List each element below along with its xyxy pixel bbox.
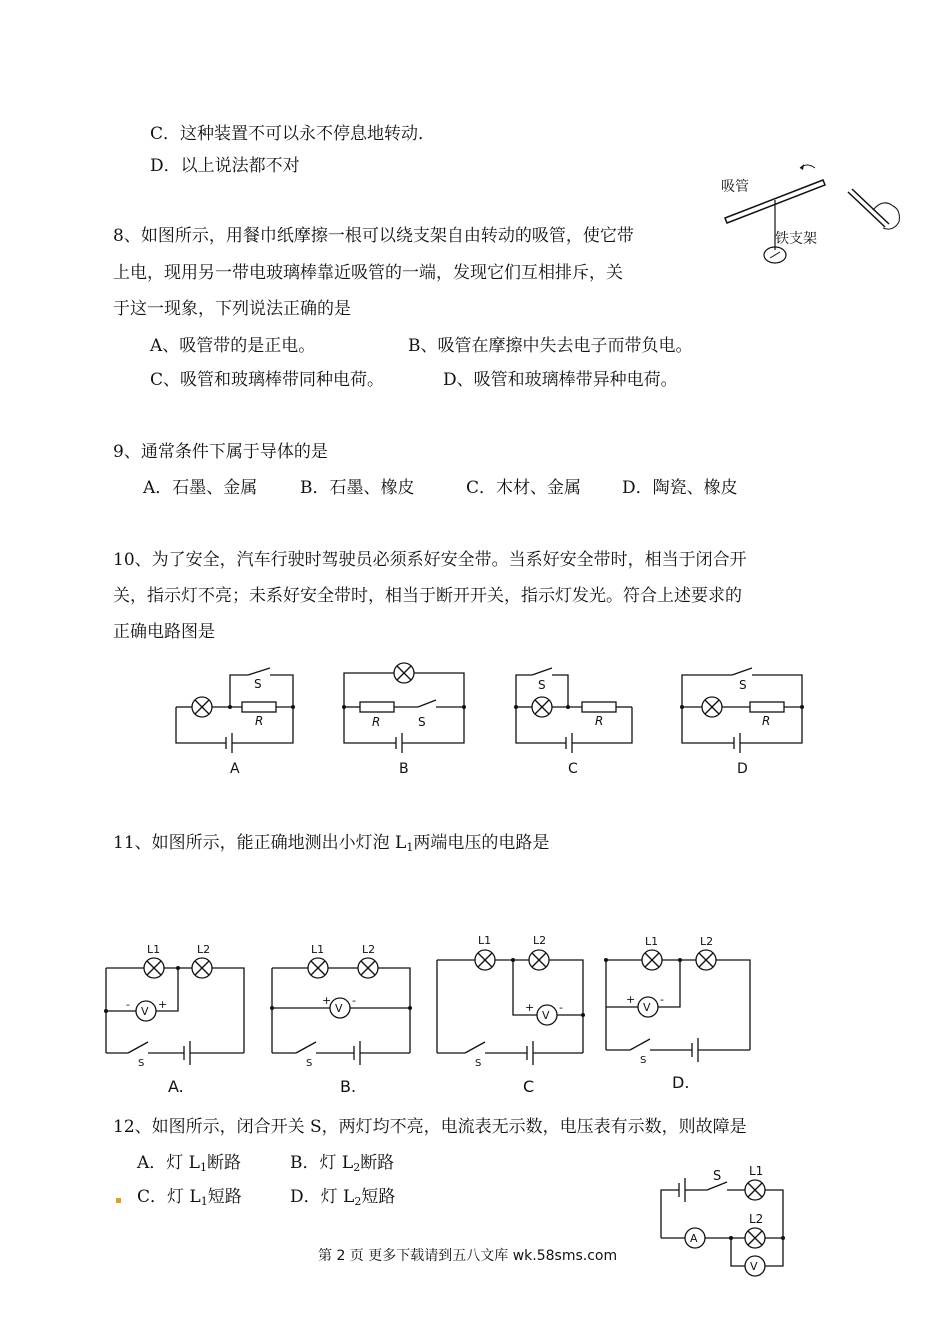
q11d-minus: - bbox=[660, 993, 664, 1006]
q12-fig-voltmeter: V bbox=[750, 1260, 758, 1273]
q8-stem-line3: 于这一现象，下列说法正确的是 bbox=[113, 299, 351, 319]
q11d-volt-label: V bbox=[643, 1001, 651, 1014]
q10a-resistor-label: R bbox=[255, 714, 264, 728]
q7-option-c: C．这种装置不可以永不停息地转动． bbox=[150, 124, 436, 144]
q11c-plus: + bbox=[525, 1001, 535, 1014]
q12-fig-ammeter: A bbox=[690, 1232, 698, 1245]
q9-stem: 9、通常条件下属于导体的是 bbox=[113, 442, 328, 462]
q10-stem-line1: 10、为了安全，汽车行驶时驾驶员必须系好安全带。当系好安全带时，相当于闭合开 bbox=[113, 550, 747, 570]
q12-fig-l1: L1 bbox=[749, 1164, 764, 1178]
q12-option-b-pre: B．灯 L bbox=[290, 1153, 354, 1173]
q9-option-a: A．石墨、金属 bbox=[143, 478, 258, 498]
q11c-label: C bbox=[523, 1077, 535, 1096]
q12-option-d-post: 短路 bbox=[361, 1187, 396, 1207]
q11d-l2-label: L2 bbox=[700, 935, 714, 948]
q11a-volt-label: V bbox=[141, 1005, 149, 1018]
q10b-switch-label: S bbox=[418, 715, 426, 729]
q12-option-d bbox=[290, 1185, 395, 1209]
q12-option-a-sub: 1 bbox=[199, 1161, 207, 1174]
q12-option-b bbox=[290, 1151, 394, 1175]
q12-option-d-pre: D．灯 L bbox=[290, 1187, 355, 1207]
q9-option-b: B．石墨、橡皮 bbox=[300, 478, 415, 498]
q11d-l1-label: L1 bbox=[645, 935, 659, 948]
q8-label-straw: 吸管 bbox=[721, 179, 749, 195]
q11d-label: D. bbox=[672, 1073, 690, 1092]
bullet-marker bbox=[116, 1198, 121, 1203]
q11-stem-sub: 1 bbox=[406, 841, 414, 854]
q11a-l1-label: L1 bbox=[147, 943, 161, 956]
q8-figure-straw bbox=[715, 160, 905, 270]
q11a-minus: - bbox=[126, 998, 130, 1011]
q12-figure-circuit bbox=[655, 1160, 795, 1280]
q12-option-a-post: 断路 bbox=[206, 1153, 241, 1173]
q11b-l2-label: L2 bbox=[362, 943, 376, 956]
q11d-plus: + bbox=[626, 993, 636, 1006]
q10d-switch-label: S bbox=[739, 678, 747, 692]
q11b-label: B. bbox=[340, 1077, 357, 1096]
q11a-switch-label: S bbox=[138, 1058, 145, 1069]
q11d-switch-label: S bbox=[640, 1055, 647, 1066]
q10d-label: D bbox=[737, 761, 748, 777]
q12-option-b-post: 断路 bbox=[360, 1153, 395, 1173]
q7-option-d: D．以上说法都不对 bbox=[150, 156, 300, 176]
q8-option-d: D、吸管和玻璃棒带异种电荷。 bbox=[443, 370, 678, 390]
q12-fig-switch: S bbox=[713, 1169, 722, 1184]
q12-option-c-post: 短路 bbox=[207, 1187, 242, 1207]
q11c-l1-label: L1 bbox=[478, 934, 492, 947]
q11c-l2-label: L2 bbox=[533, 934, 547, 947]
q11-stem bbox=[113, 831, 549, 855]
q12-option-a bbox=[137, 1151, 241, 1175]
q10c-label: C bbox=[568, 761, 578, 777]
q11b-l1-label: L1 bbox=[311, 943, 325, 956]
q11c-minus: - bbox=[559, 1001, 563, 1014]
q12-option-c-pre: C．灯 L bbox=[137, 1187, 201, 1207]
q11c-switch-label: S bbox=[475, 1058, 482, 1069]
q11a-label: A. bbox=[168, 1077, 184, 1096]
q10-circuit-b bbox=[338, 655, 473, 775]
q12-option-c bbox=[137, 1185, 242, 1209]
page-footer: 第 2 页 更多下载请到五八文库 wk.58sms.com bbox=[318, 1248, 618, 1264]
q12-stem: 12、如图所示，闭合开关 S，两灯均不亮，电流表无示数，电压表有示数，则故障是 bbox=[113, 1117, 747, 1137]
q11-circuit-d bbox=[600, 930, 760, 1098]
q11-circuit-a bbox=[100, 938, 250, 1098]
q11-circuit-c bbox=[433, 928, 593, 1098]
q12-fig-l2: L2 bbox=[749, 1212, 764, 1226]
q10-stem-line3: 正确电路图是 bbox=[113, 622, 215, 642]
q11a-plus: + bbox=[158, 998, 168, 1011]
q8-stem-line2: 上电，现用另一带电玻璃棒靠近吸管的一端，发现它们互相排斥，关 bbox=[113, 263, 623, 283]
q8-option-a: A、吸管带的是正电。 bbox=[150, 336, 316, 356]
q12-option-b-sub: 2 bbox=[353, 1161, 361, 1174]
q11-circuit-b bbox=[268, 938, 418, 1098]
q12-option-c-sub: 1 bbox=[200, 1195, 208, 1208]
q8-option-c: C、吸管和玻璃棒带同种电荷。 bbox=[150, 370, 385, 390]
q10a-switch-label: S bbox=[254, 677, 262, 691]
q11a-l2-label: L2 bbox=[197, 943, 211, 956]
q11-stem-post: 两端电压的电路是 bbox=[413, 833, 550, 853]
q10b-label: B bbox=[399, 761, 409, 777]
q11b-plus: + bbox=[322, 994, 332, 1007]
q9-option-c: C．木材、金属 bbox=[466, 478, 582, 498]
q9-option-d: D．陶瓷、橡皮 bbox=[622, 478, 738, 498]
q10c-switch-label: S bbox=[538, 678, 546, 692]
q8-label-stand: 铁支架 bbox=[775, 231, 817, 247]
q12-option-a-pre: A．灯 L bbox=[137, 1153, 200, 1173]
q12-option-d-sub: 2 bbox=[354, 1195, 362, 1208]
q8-option-b: B、吸管在摩擦中失去电子而带负电。 bbox=[408, 336, 693, 356]
q10-circuit-c bbox=[508, 665, 643, 775]
q10d-resistor-label: R bbox=[762, 714, 771, 728]
q10b-resistor-label: R bbox=[372, 715, 381, 729]
q11b-minus: - bbox=[352, 994, 356, 1007]
q8-stem-line1: 8、如图所示，用餐巾纸摩擦一根可以绕支架自由转动的吸管，使它带 bbox=[113, 226, 634, 246]
q10a-label: A bbox=[230, 761, 240, 777]
q10-circuit-d bbox=[676, 665, 811, 775]
q10-circuit-a bbox=[170, 665, 305, 775]
q10-stem-line2: 关，指示灯不亮；未系好安全带时，相当于断开开关，指示灯发光。符合上述要求的 bbox=[113, 586, 742, 606]
q11c-volt-label: V bbox=[542, 1009, 550, 1022]
q11b-switch-label: S bbox=[306, 1058, 313, 1069]
q10c-resistor-label: R bbox=[595, 714, 604, 728]
q11-stem-pre: 11、如图所示，能正确地测出小灯泡 L bbox=[113, 833, 407, 853]
q11b-volt-label: V bbox=[335, 1002, 343, 1015]
